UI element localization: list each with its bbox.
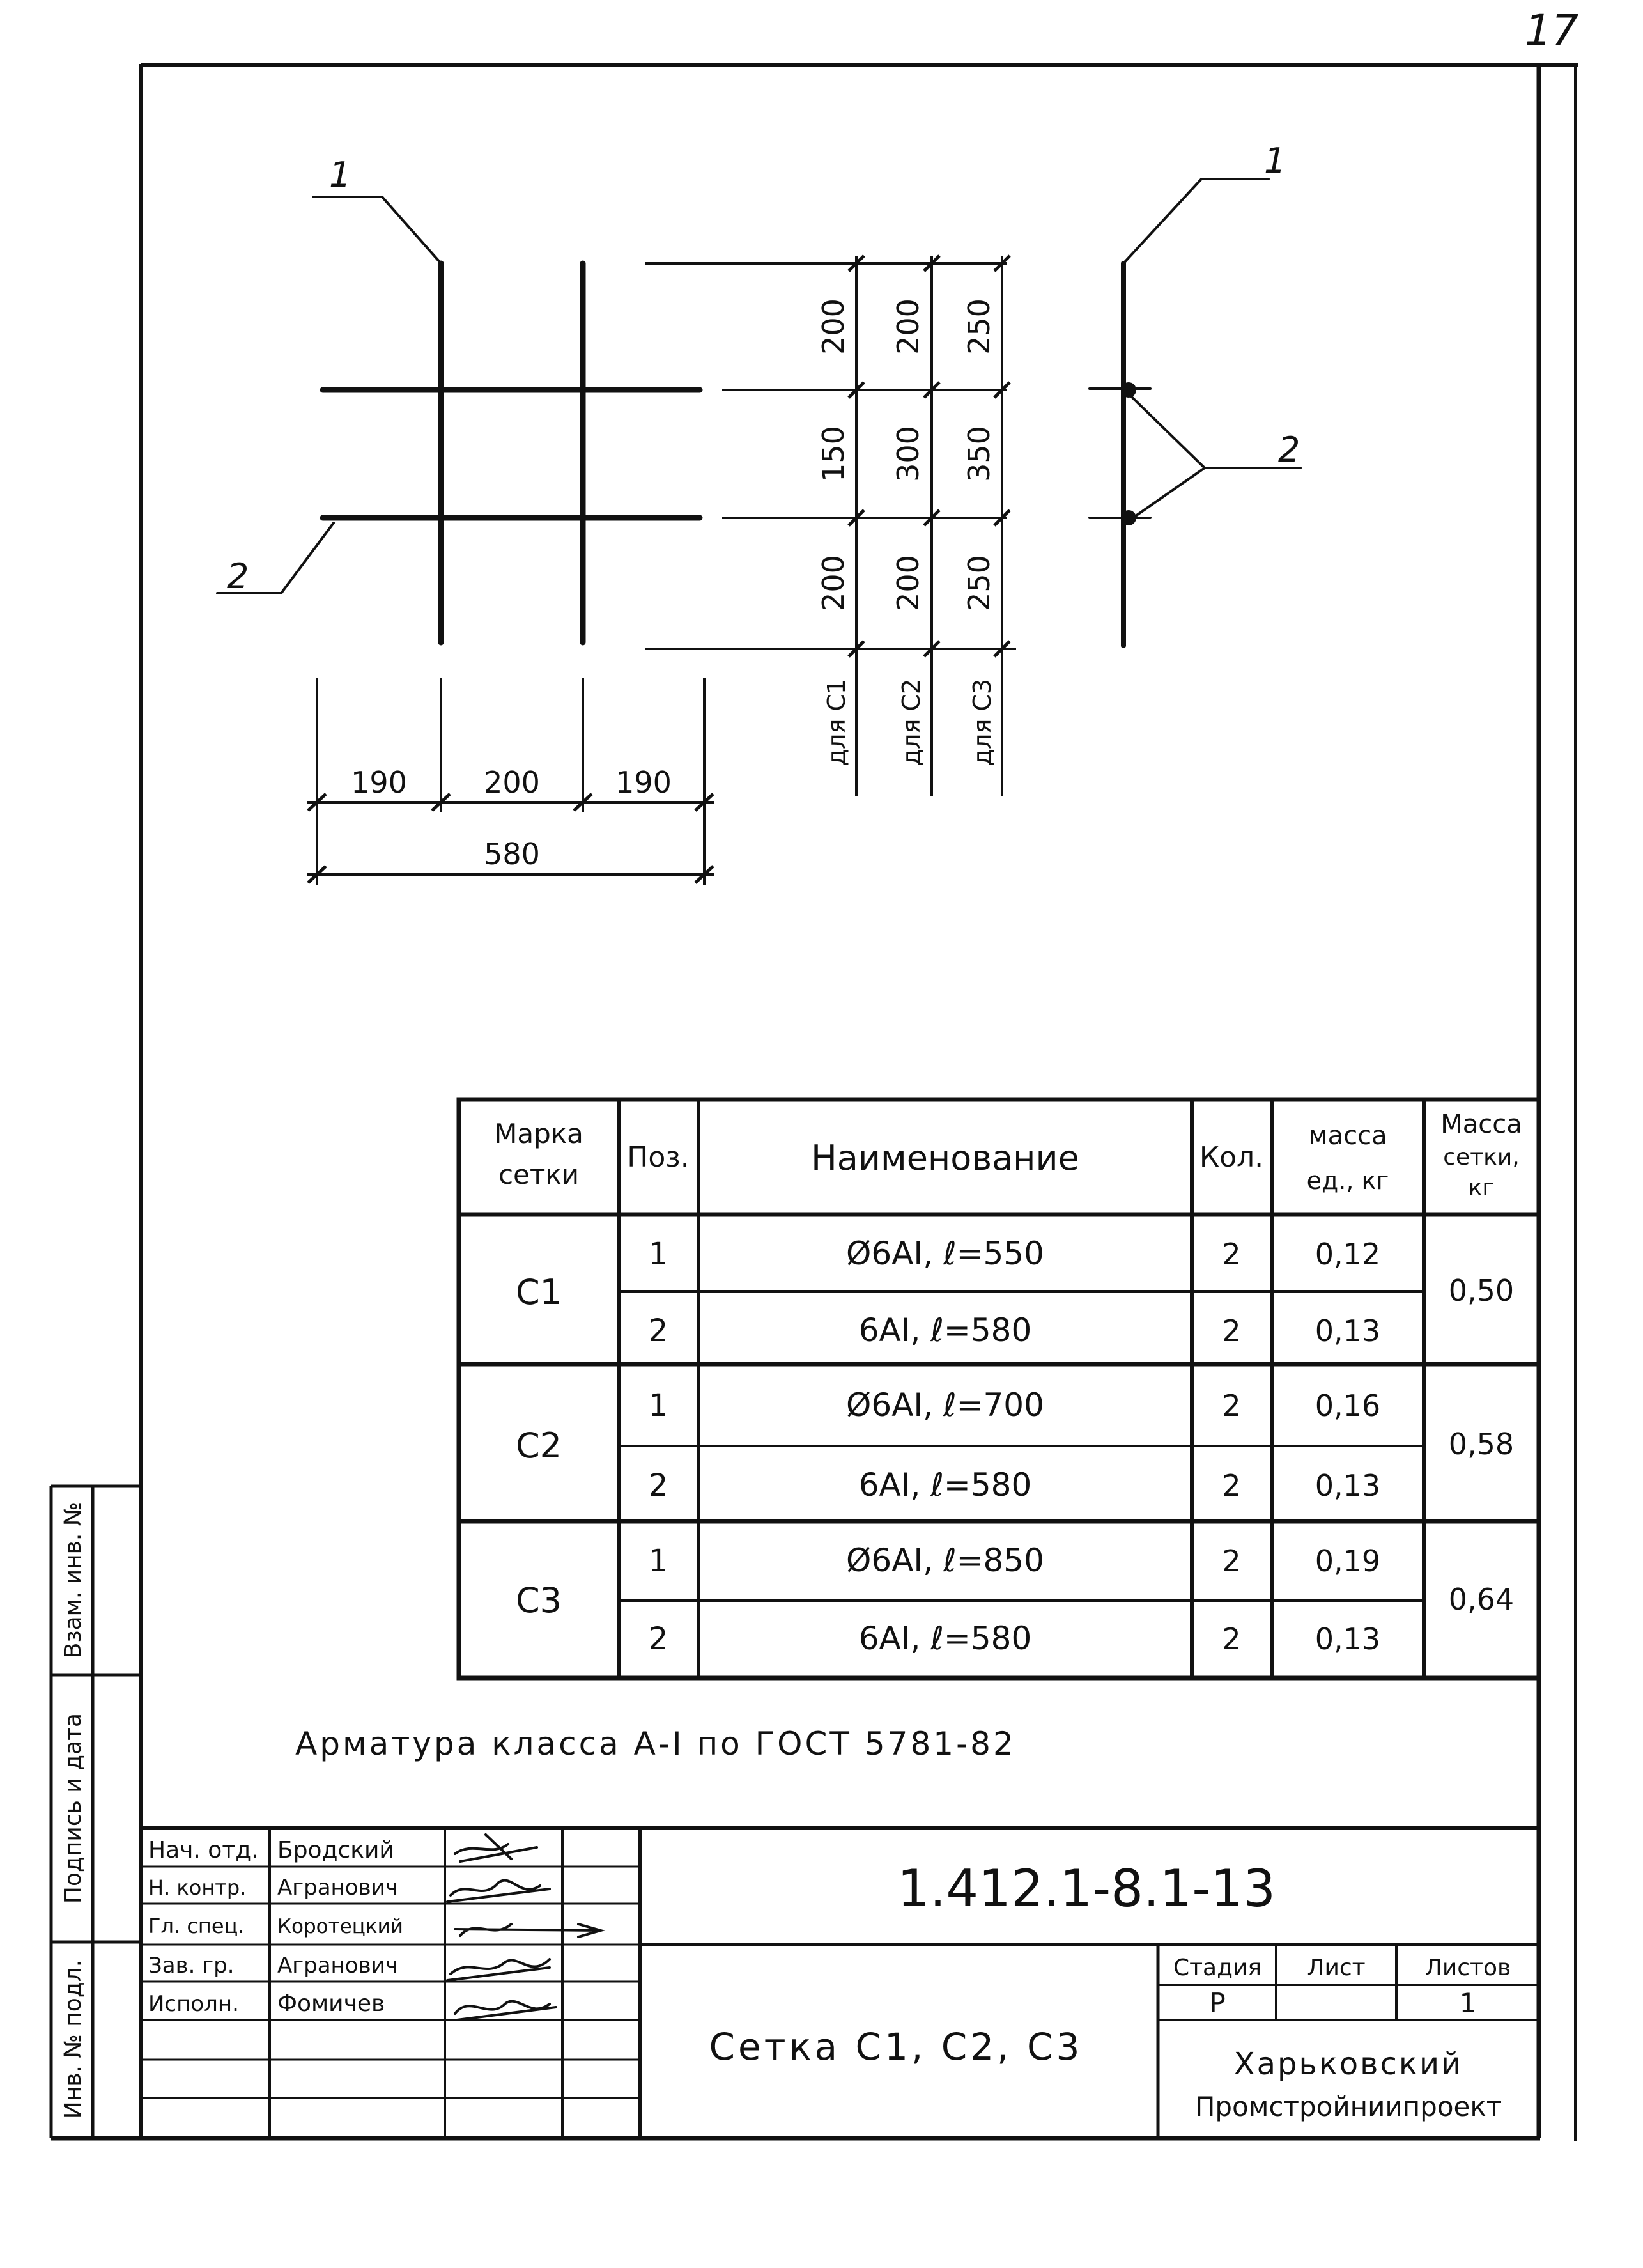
c3-total-mass: 0,64 xyxy=(1448,1582,1515,1617)
c1-dim-mid: 150 xyxy=(816,426,851,482)
stage-value: Р xyxy=(1209,1987,1226,2019)
c2-dim-top: 200 xyxy=(891,299,925,355)
sheets-label: Листов xyxy=(1424,1955,1511,1981)
sig-role-2: Н. контр. xyxy=(148,1876,247,1900)
c1-row1-pos: 1 xyxy=(648,1236,668,1272)
sig-role-5: Исполн. xyxy=(148,1991,239,2017)
header-unit-mass-line1: масса xyxy=(1308,1121,1387,1151)
c3-row1-mass: 0,19 xyxy=(1315,1544,1381,1578)
drawing-title: Сетка С1, С2, С3 xyxy=(709,2025,1083,2069)
c3-dim-bottom: 250 xyxy=(962,555,996,611)
c1-row2-qty: 2 xyxy=(1222,1314,1241,1348)
handwritten-signatures xyxy=(447,1835,601,2020)
side-stamp-podpis-data: Подпись и дата xyxy=(60,1713,86,1904)
c1-row2-mass: 0,13 xyxy=(1315,1314,1381,1348)
c2-row1-mass: 0,16 xyxy=(1315,1388,1381,1423)
dim-190-left: 190 xyxy=(351,765,407,800)
c2-row2-pos: 2 xyxy=(648,1468,668,1503)
sig-name-5: Фомичев xyxy=(277,1991,385,2017)
c1-row1-name: Ø6AI, ℓ=550 xyxy=(846,1235,1044,1272)
sig-name-3: Коротецкий xyxy=(277,1915,403,1938)
mark-c2: С2 xyxy=(515,1425,562,1466)
header-mark-line1: Марка xyxy=(494,1118,583,1149)
section-callout-1: 1 xyxy=(1264,141,1286,181)
side-stamp-inv-podl: Инв. № подл. xyxy=(60,1959,86,2119)
signature-2 xyxy=(447,1881,550,1902)
org-line2: Промстройниипроект xyxy=(1194,2091,1502,2122)
c3-row2-name: 6AI, ℓ=580 xyxy=(858,1620,1032,1657)
c2-row2-name: 6AI, ℓ=580 xyxy=(858,1466,1032,1503)
document-code: 1.412.1-8.1-13 xyxy=(897,1859,1276,1918)
leader-1 xyxy=(313,197,441,263)
c1-dim-top: 200 xyxy=(816,299,851,355)
c3-label: для С3 xyxy=(968,678,996,766)
section-callout-2: 2 xyxy=(1278,430,1300,470)
signature-5 xyxy=(455,2001,556,2020)
stage-label: Стадия xyxy=(1173,1955,1262,1981)
c1-row2-pos: 2 xyxy=(648,1313,668,1349)
c1-dim-bottom: 200 xyxy=(816,555,851,611)
header-grid-mass-line1: Масса xyxy=(1440,1110,1522,1139)
mesh-plan xyxy=(217,197,700,642)
c3-row1-qty: 2 xyxy=(1222,1544,1241,1578)
header-name: Наименование xyxy=(811,1138,1079,1178)
c2-label: для С2 xyxy=(897,678,925,766)
header-grid-mass-line3: кг xyxy=(1468,1175,1495,1201)
header-grid-mass-line2: сетки, xyxy=(1443,1144,1520,1170)
c1-total-mass: 0,50 xyxy=(1448,1273,1515,1308)
c3-row1-pos: 1 xyxy=(648,1543,668,1579)
weld-dot-bottom xyxy=(1121,510,1136,525)
mark-c1: С1 xyxy=(515,1272,562,1312)
c2-dim-mid: 300 xyxy=(891,426,925,482)
section-leader-2 xyxy=(1131,396,1205,519)
header-unit-mass-line2: ед., кг xyxy=(1306,1167,1389,1195)
c3-row2-pos: 2 xyxy=(648,1621,668,1657)
signature-3 xyxy=(455,1924,601,1937)
c3-dim-top: 250 xyxy=(962,299,996,355)
header-pos: Поз. xyxy=(627,1141,690,1174)
sig-name-1: Бродский xyxy=(277,1837,394,1863)
callout-1: 1 xyxy=(329,155,351,195)
org-line1: Харьковский xyxy=(1233,2046,1463,2082)
sig-role-4: Зав. гр. xyxy=(148,1953,235,1978)
c3-dim-mid: 350 xyxy=(962,426,996,482)
c1-label: для С1 xyxy=(822,678,851,766)
weld-dot-top xyxy=(1121,382,1136,398)
c2-row1-name: Ø6AI, ℓ=700 xyxy=(846,1386,1044,1424)
c3-row1-name: Ø6AI, ℓ=850 xyxy=(846,1542,1044,1579)
side-stamp-vzam-inv: Взам. инв. № xyxy=(60,1502,86,1659)
c1-row2-name: 6AI, ℓ=580 xyxy=(858,1312,1032,1349)
reinforcement-note: Арматура класса А-I по ГОСТ 5781-82 xyxy=(295,1725,1016,1762)
c1-row1-qty: 2 xyxy=(1222,1237,1241,1271)
c2-row2-qty: 2 xyxy=(1222,1468,1241,1503)
sig-role-3: Гл. спец. xyxy=(148,1914,245,1938)
sig-role-1: Нач. отд. xyxy=(148,1837,259,1863)
mark-c3: С3 xyxy=(515,1580,562,1620)
sig-name-4: Агранович xyxy=(277,1953,398,1978)
sheet-label: Лист xyxy=(1307,1955,1366,1981)
c2-row1-pos: 1 xyxy=(648,1388,668,1424)
c2-total-mass: 0,58 xyxy=(1448,1427,1515,1461)
c2-row2-mass: 0,13 xyxy=(1315,1468,1381,1503)
signature-4 xyxy=(447,1959,550,1980)
c3-row2-mass: 0,13 xyxy=(1315,1622,1381,1656)
dim-190-right: 190 xyxy=(615,765,672,800)
header-mark-line2: сетки xyxy=(498,1159,580,1190)
callout-2: 2 xyxy=(227,556,249,596)
c2-row1-qty: 2 xyxy=(1222,1388,1241,1423)
c1-row1-mass: 0,12 xyxy=(1315,1237,1381,1271)
c3-row2-qty: 2 xyxy=(1222,1622,1241,1656)
c2-dim-bottom: 200 xyxy=(891,555,925,611)
dim-200-middle: 200 xyxy=(484,765,540,800)
signature-1 xyxy=(455,1835,537,1861)
mesh-section xyxy=(1090,179,1300,646)
page-number: 17 xyxy=(1525,6,1578,55)
sig-name-2: Агранович xyxy=(277,1875,398,1900)
header-qty: Кол. xyxy=(1199,1141,1264,1174)
section-leader-1 xyxy=(1123,179,1269,263)
dim-580-total: 580 xyxy=(484,837,540,871)
sheets-value: 1 xyxy=(1459,1987,1477,2019)
